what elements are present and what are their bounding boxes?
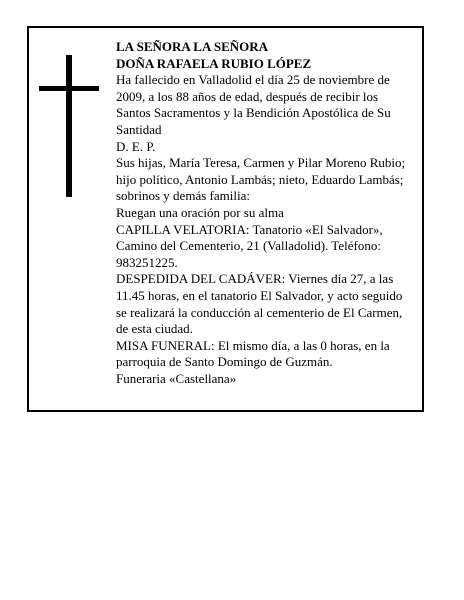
cross-vertical-bar (66, 55, 72, 197)
cross-horizontal-bar (39, 86, 99, 91)
paragraph-funeral-home: Funeraria «Castellana» (116, 370, 237, 386)
paragraph-funeral-mass: MISA FUNERAL: El mismo día, a las 0 horas, en la parroquia de Santo Domingo de Guzmán. (116, 337, 390, 370)
paragraph-death-announcement: Ha fallecido en Valladolid el día 25 de noviembre de 2009, a los 88 años de edad, después de recibir los Santos Sacramentos y la Bendición Apostólica de Su Santidad (116, 72, 391, 137)
title-line-2: DOÑA RAFAELA RUBIO LÓPEZ (116, 55, 312, 71)
paragraph-prayer: Ruegan una oración por su alma (116, 204, 284, 220)
paragraph-family: Sus hijas, María Teresa, Carmen y Pilar Moreno Rubio; hijo político, Antonio Lambás; nieto, Eduardo Lambás; sobrinos y demás familia: (116, 155, 406, 204)
notice-text (116, 39, 416, 387)
paragraph-farewell: DESPEDIDA DEL CADÁVER: Viernes día 27, a las 11.45 horas, en el tanatorio El Salvador, y acto seguido se realizará la conducción al cementerio de El Carmen, de esta ciudad. (116, 271, 403, 337)
title-line-1: LA SEÑORA LA SEÑORA (116, 39, 269, 54)
paragraph-dep: D. E. P. (116, 138, 156, 154)
paragraph-chapel: CAPILLA VELATORIA: Tanatorio «El Salvador», Camino del Cementerio, 21 (Valladolid). Teléfono: 983251225. (116, 221, 383, 270)
obituary-notice (27, 26, 424, 412)
